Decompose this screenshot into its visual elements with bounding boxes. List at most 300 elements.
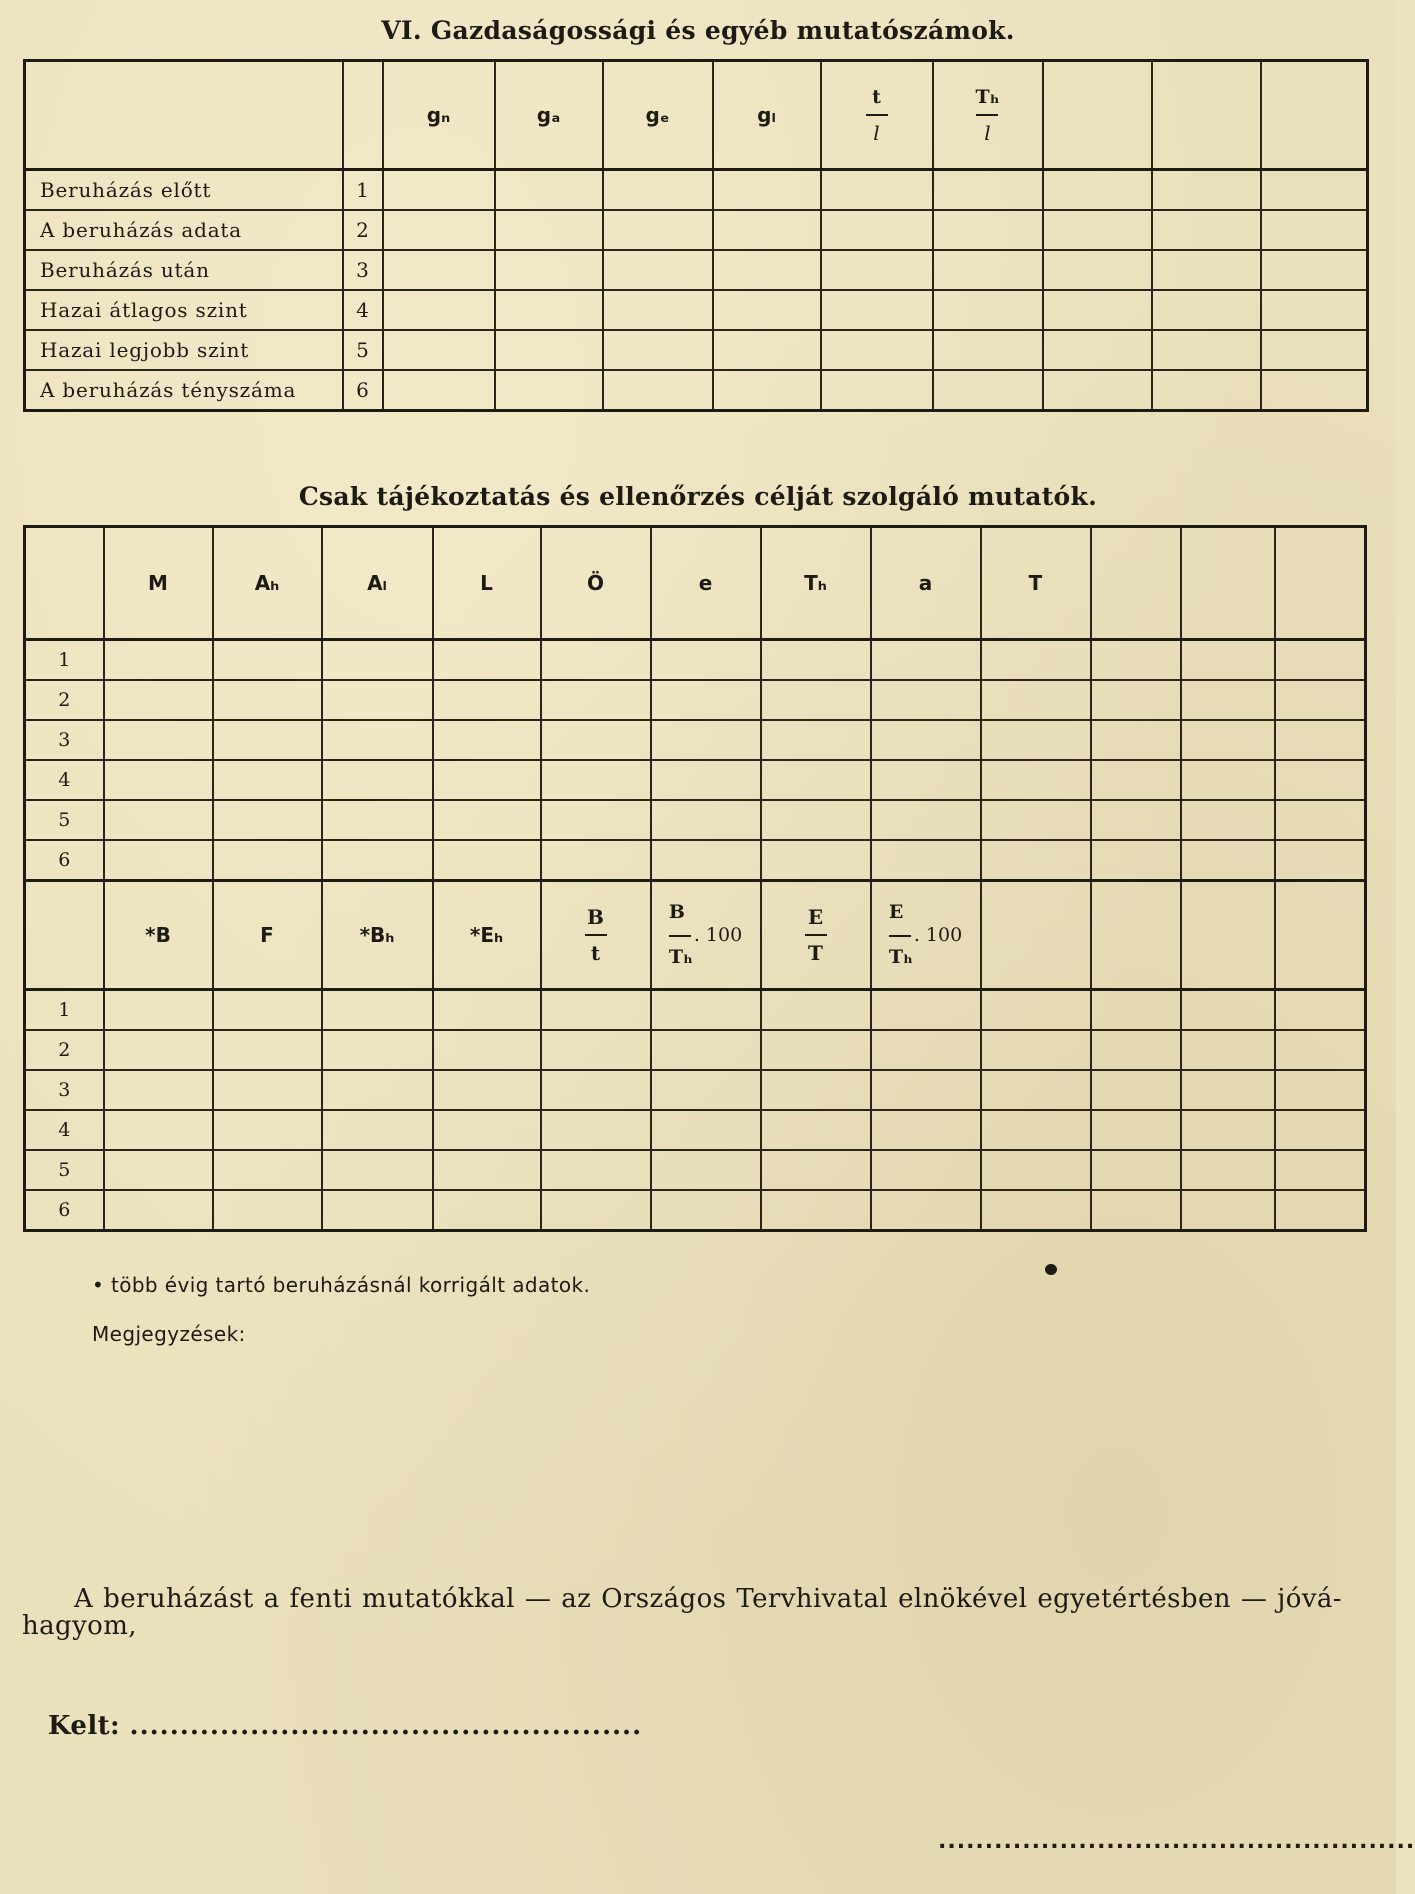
data-cell[interactable] — [104, 1150, 213, 1190]
data-cell[interactable] — [713, 210, 821, 250]
data-cell[interactable] — [433, 1030, 541, 1070]
data-cell[interactable] — [1181, 990, 1275, 1031]
data-cell[interactable] — [1091, 1110, 1181, 1150]
table2-header2-7-numerator: E — [807, 904, 824, 929]
data-cell[interactable] — [541, 840, 651, 881]
data-cell[interactable] — [1261, 370, 1368, 411]
row-label: Beruházás után — [25, 250, 343, 290]
data-cell[interactable] — [104, 800, 213, 840]
data-cell[interactable] — [1152, 210, 1261, 250]
data-cell[interactable] — [433, 640, 541, 681]
data-cell[interactable] — [821, 250, 933, 290]
date-label: Kelt: — [48, 1711, 121, 1741]
block2-row-number: 1 — [25, 990, 104, 1031]
data-cell[interactable] — [1043, 210, 1152, 250]
data-cell[interactable] — [1275, 680, 1366, 720]
data-cell[interactable] — [603, 370, 713, 411]
data-cell[interactable] — [1181, 760, 1275, 800]
data-cell[interactable] — [871, 1150, 981, 1190]
table2-header1-blank-cell — [1181, 527, 1275, 640]
data-cell[interactable] — [495, 170, 603, 211]
data-cell[interactable] — [1275, 1150, 1366, 1190]
table1-header-6-fraction — [975, 85, 999, 144]
data-cell[interactable] — [495, 250, 603, 290]
data-cell[interactable] — [821, 330, 933, 370]
table-row — [25, 1030, 1366, 1070]
data-cell[interactable] — [933, 250, 1043, 290]
data-cell[interactable] — [541, 720, 651, 760]
table2-header1-8-symbol: a — [918, 571, 933, 595]
data-cell[interactable] — [322, 840, 433, 881]
data-cell[interactable] — [1261, 250, 1368, 290]
data-cell[interactable] — [981, 1030, 1091, 1070]
data-cell[interactable] — [1275, 840, 1366, 881]
data-cell[interactable] — [651, 1070, 761, 1110]
data-cell[interactable] — [821, 370, 933, 411]
data-cell[interactable] — [213, 1070, 322, 1110]
table2-header2-cell — [104, 881, 213, 990]
table-row — [25, 210, 1368, 250]
table2-header2-8-multiplier-text: . 100 — [913, 923, 963, 946]
data-cell[interactable] — [104, 1030, 213, 1070]
data-cell[interactable] — [1181, 720, 1275, 760]
data-cell[interactable] — [761, 990, 871, 1031]
footnote: • több évig tartó beruházásnál korrigált adatok. — [92, 1273, 591, 1297]
table2-header2-4-symbol: *Eₕ — [469, 923, 504, 947]
data-cell[interactable] — [651, 800, 761, 840]
data-cell[interactable] — [433, 990, 541, 1031]
data-cell[interactable] — [713, 170, 821, 211]
data-cell[interactable] — [213, 800, 322, 840]
table2-header2-row — [25, 881, 1366, 990]
data-cell[interactable] — [322, 1110, 433, 1150]
table2-header2-8-numerator: E — [888, 900, 904, 923]
data-cell[interactable] — [871, 640, 981, 681]
table2-header1-6-symbol: e — [698, 571, 713, 595]
data-cell[interactable] — [603, 330, 713, 370]
data-cell[interactable] — [651, 1150, 761, 1190]
table-row — [25, 250, 1368, 290]
data-cell[interactable] — [651, 720, 761, 760]
data-cell[interactable] — [981, 720, 1091, 760]
data-cell[interactable] — [541, 1150, 651, 1190]
data-cell[interactable] — [871, 1030, 981, 1070]
data-cell[interactable] — [1091, 640, 1181, 681]
block2-row-number: 4 — [25, 1110, 104, 1150]
table-row — [25, 720, 1366, 760]
data-cell[interactable] — [495, 370, 603, 411]
data-cell[interactable] — [383, 170, 495, 211]
data-cell[interactable] — [104, 1190, 213, 1231]
block2-row-number: 6 — [25, 1190, 104, 1231]
data-cell[interactable] — [871, 1110, 981, 1150]
data-cell[interactable] — [104, 1070, 213, 1110]
data-cell[interactable] — [541, 760, 651, 800]
data-cell[interactable] — [1091, 800, 1181, 840]
data-cell[interactable] — [981, 990, 1091, 1031]
table1-header-1-symbol: gₙ — [426, 103, 451, 127]
row-number: 3 — [343, 250, 383, 290]
data-cell[interactable] — [871, 990, 981, 1031]
data-cell[interactable] — [821, 170, 933, 211]
data-cell[interactable] — [213, 990, 322, 1031]
data-cell[interactable] — [1275, 800, 1366, 840]
table-row — [25, 990, 1366, 1031]
block2-row-number: 3 — [25, 1070, 104, 1110]
data-cell[interactable] — [651, 1110, 761, 1150]
table2-header2-6-multiplier-text: . 100 — [693, 923, 743, 946]
table2-header1-5-symbol: Ö — [586, 571, 604, 595]
data-cell[interactable] — [1091, 760, 1181, 800]
data-cell[interactable] — [322, 1030, 433, 1070]
table2-header1-blank-cell — [1091, 527, 1181, 640]
date-dots: ................................................... — [129, 1711, 643, 1741]
data-cell[interactable] — [933, 330, 1043, 370]
row-label: Hazai legjobb szint — [25, 330, 343, 370]
table2-header2-5-numerator: B — [587, 904, 604, 929]
data-cell[interactable] — [981, 680, 1091, 720]
table2-header2-blank-cell — [1181, 881, 1275, 990]
table2-header2-7-denominator: T — [808, 940, 823, 965]
data-cell[interactable] — [213, 720, 322, 760]
data-cell[interactable] — [761, 840, 871, 881]
data-cell[interactable] — [1152, 370, 1261, 411]
data-cell[interactable] — [495, 210, 603, 250]
data-cell[interactable] — [1043, 290, 1152, 330]
table-row — [25, 170, 1368, 211]
data-cell[interactable] — [1181, 1070, 1275, 1110]
table2-header2-6-denominator: Tₕ — [668, 946, 693, 969]
data-cell[interactable] — [981, 1190, 1091, 1231]
data-cell[interactable] — [933, 170, 1043, 211]
data-cell[interactable] — [104, 1110, 213, 1150]
data-cell[interactable] — [761, 1030, 871, 1070]
data-cell[interactable] — [322, 990, 433, 1031]
data-cell[interactable] — [541, 1030, 651, 1070]
data-cell[interactable] — [1275, 1030, 1366, 1070]
data-cell[interactable] — [541, 1070, 651, 1110]
table2-header2-7-fraction-bar — [805, 934, 827, 936]
data-cell[interactable] — [104, 990, 213, 1031]
approval-line-2: hagyom, — [22, 1611, 137, 1642]
data-cell[interactable] — [1152, 330, 1261, 370]
table1-number-header — [343, 61, 383, 170]
data-cell[interactable] — [1091, 990, 1181, 1031]
data-cell[interactable] — [651, 760, 761, 800]
table2-header1-cell — [981, 527, 1091, 640]
data-cell[interactable] — [1261, 170, 1368, 211]
data-cell[interactable] — [1181, 800, 1275, 840]
data-cell[interactable] — [383, 370, 495, 411]
data-cell[interactable] — [322, 1150, 433, 1190]
data-cell[interactable] — [981, 640, 1091, 681]
data-cell[interactable] — [821, 210, 933, 250]
data-cell[interactable] — [383, 250, 495, 290]
table-row — [25, 840, 1366, 881]
data-cell[interactable] — [322, 800, 433, 840]
data-cell[interactable] — [213, 760, 322, 800]
row-number: 4 — [343, 290, 383, 330]
data-cell[interactable] — [1275, 990, 1366, 1031]
data-cell[interactable] — [433, 760, 541, 800]
data-cell[interactable] — [933, 290, 1043, 330]
data-cell[interactable] — [213, 640, 322, 681]
data-cell[interactable] — [761, 1190, 871, 1231]
data-cell[interactable] — [651, 990, 761, 1031]
table2-header2-blank-cell — [1275, 881, 1366, 990]
data-cell[interactable] — [1261, 290, 1368, 330]
row-number: 1 — [343, 170, 383, 211]
date-field[interactable] — [48, 1711, 642, 1741]
data-cell[interactable] — [1091, 1150, 1181, 1190]
data-cell[interactable] — [1181, 640, 1275, 681]
data-cell[interactable] — [1261, 330, 1368, 370]
table2-header1-row — [25, 527, 1366, 640]
table2-header1-3-symbol: Aₗ — [367, 571, 387, 595]
table2-header2-cell — [761, 881, 871, 990]
table1-header-5-numerator: t — [872, 86, 881, 109]
table1-blank-header — [1261, 61, 1368, 170]
block1-row-number: 1 — [25, 640, 104, 681]
data-cell[interactable] — [541, 990, 651, 1031]
table2-header2-6-fraction — [669, 901, 742, 969]
table2-header2-blank-cell — [981, 881, 1091, 990]
table2-header2-corner-cell — [25, 881, 104, 990]
table2-header1-corner-cell — [25, 527, 104, 640]
data-cell[interactable] — [1091, 720, 1181, 760]
data-cell[interactable] — [981, 1150, 1091, 1190]
data-cell[interactable] — [603, 290, 713, 330]
data-cell[interactable] — [871, 760, 981, 800]
data-cell[interactable] — [433, 720, 541, 760]
data-cell[interactable] — [1275, 1190, 1366, 1231]
data-cell[interactable] — [761, 760, 871, 800]
data-cell[interactable] — [981, 1110, 1091, 1150]
data-cell[interactable] — [713, 370, 821, 411]
data-cell[interactable] — [761, 800, 871, 840]
block1-row-number: 6 — [25, 840, 104, 881]
data-cell[interactable] — [651, 640, 761, 681]
data-cell[interactable] — [1275, 640, 1366, 681]
control-indicators-table — [23, 525, 1367, 1232]
subtitle: Csak tájékoztatás és ellenőrzés célját szolgáló mutatók. — [298, 482, 1098, 511]
data-cell[interactable] — [541, 1110, 651, 1150]
data-cell[interactable] — [761, 1070, 871, 1110]
data-cell[interactable] — [1043, 170, 1152, 211]
approval-line-1: A beruházást a fenti mutatókkal — az Országos Tervhivatal elnökével egyetértésben — jóvá- — [74, 1584, 1342, 1614]
remarks-label: Megjegyzések: — [92, 1322, 246, 1346]
table2-header2-blank-cell — [1091, 881, 1181, 990]
data-cell[interactable] — [761, 680, 871, 720]
table2-header1-2-symbol: Aₕ — [254, 571, 280, 595]
data-cell[interactable] — [541, 680, 651, 720]
data-cell[interactable] — [1275, 1110, 1366, 1150]
data-cell[interactable] — [761, 1150, 871, 1190]
data-cell[interactable] — [1181, 680, 1275, 720]
data-cell[interactable] — [761, 640, 871, 681]
data-cell[interactable] — [1275, 1070, 1366, 1110]
table1-header-cell — [933, 61, 1043, 170]
data-cell[interactable] — [1261, 210, 1368, 250]
data-cell[interactable] — [603, 210, 713, 250]
data-cell[interactable] — [603, 250, 713, 290]
data-cell[interactable] — [495, 290, 603, 330]
table1-header-cell — [603, 61, 713, 170]
data-cell[interactable] — [713, 250, 821, 290]
data-cell[interactable] — [981, 1070, 1091, 1110]
table-row — [25, 330, 1368, 370]
row-number: 5 — [343, 330, 383, 370]
data-cell[interactable] — [1275, 760, 1366, 800]
table-row — [25, 1110, 1366, 1150]
data-cell[interactable] — [1181, 840, 1275, 881]
data-cell[interactable] — [1152, 290, 1261, 330]
block1-row-number: 3 — [25, 720, 104, 760]
table2-header1-1-symbol: M — [148, 571, 168, 595]
table2-header2-7-fraction — [805, 906, 827, 964]
data-cell[interactable] — [433, 1150, 541, 1190]
data-cell[interactable] — [603, 170, 713, 211]
data-cell[interactable] — [495, 330, 603, 370]
table1-corner-cell — [25, 61, 343, 170]
data-cell[interactable] — [761, 720, 871, 760]
data-cell[interactable] — [713, 330, 821, 370]
table2-header2-6-numerator: B — [668, 900, 685, 923]
data-cell[interactable] — [651, 1190, 761, 1231]
table2-header1-cell — [322, 527, 433, 640]
data-cell[interactable] — [1091, 1190, 1181, 1231]
data-cell[interactable] — [1152, 250, 1261, 290]
table1-header-5-fraction — [866, 85, 888, 144]
table2-header2-cell — [322, 881, 433, 990]
table2-header1-blank-cell — [1275, 527, 1366, 640]
table2-header2-5-fraction — [585, 906, 607, 964]
data-cell[interactable] — [1043, 370, 1152, 411]
data-cell[interactable] — [433, 1190, 541, 1231]
data-cell[interactable] — [871, 1190, 981, 1231]
data-cell[interactable] — [541, 1190, 651, 1231]
data-cell[interactable] — [981, 760, 1091, 800]
table1-header-6-numerator: Tₕ — [975, 86, 1000, 109]
table2-header1-cell — [213, 527, 322, 640]
table2-header1-cell — [761, 527, 871, 640]
table2-header2-cell — [651, 881, 761, 990]
data-cell[interactable] — [104, 640, 213, 681]
table2-header2-5-fraction-bar — [585, 934, 607, 936]
data-cell[interactable] — [1181, 1190, 1275, 1231]
data-cell[interactable] — [322, 1070, 433, 1110]
data-cell[interactable] — [1181, 1110, 1275, 1150]
table-row — [25, 370, 1368, 411]
data-cell[interactable] — [104, 680, 213, 720]
data-cell[interactable] — [1181, 1150, 1275, 1190]
data-cell[interactable] — [871, 720, 981, 760]
data-cell[interactable] — [651, 680, 761, 720]
table1-blank-header — [1152, 61, 1261, 170]
table2-header2-cell — [871, 881, 981, 990]
signature-line[interactable]: ................................................... — [938, 1829, 1415, 1854]
block1-row-number: 5 — [25, 800, 104, 840]
table-row — [25, 1190, 1366, 1231]
data-cell[interactable] — [1091, 1030, 1181, 1070]
row-label: A beruházás tényszáma — [25, 370, 343, 411]
table1-header-cell — [383, 61, 495, 170]
table2-header2-5-denominator: t — [590, 940, 601, 965]
data-cell[interactable] — [322, 680, 433, 720]
data-cell[interactable] — [713, 290, 821, 330]
data-cell[interactable] — [1091, 680, 1181, 720]
table2-header1-4-symbol: L — [480, 571, 493, 595]
data-cell[interactable] — [1043, 250, 1152, 290]
data-cell[interactable] — [213, 1190, 322, 1231]
data-cell[interactable] — [1043, 330, 1152, 370]
table1-header-6-fraction-bar — [976, 114, 998, 116]
data-cell[interactable] — [871, 1070, 981, 1110]
data-cell[interactable] — [1152, 170, 1261, 211]
data-cell[interactable] — [213, 840, 322, 881]
data-cell[interactable] — [322, 640, 433, 681]
data-cell[interactable] — [322, 760, 433, 800]
data-cell[interactable] — [213, 680, 322, 720]
data-cell[interactable] — [104, 760, 213, 800]
data-cell[interactable] — [1091, 840, 1181, 881]
data-cell[interactable] — [933, 210, 1043, 250]
data-cell[interactable] — [433, 800, 541, 840]
data-cell[interactable] — [213, 1030, 322, 1070]
data-cell[interactable] — [433, 1070, 541, 1110]
data-cell[interactable] — [383, 290, 495, 330]
row-label: Hazai átlagos szint — [25, 290, 343, 330]
data-cell[interactable] — [1275, 720, 1366, 760]
data-cell[interactable] — [871, 800, 981, 840]
data-cell[interactable] — [871, 840, 981, 881]
table2-header1-cell — [104, 527, 213, 640]
data-cell[interactable] — [1091, 1070, 1181, 1110]
table-row — [25, 1150, 1366, 1190]
table-row — [25, 800, 1366, 840]
block2-row-number: 2 — [25, 1030, 104, 1070]
data-cell[interactable] — [383, 210, 495, 250]
data-cell[interactable] — [433, 840, 541, 881]
table-row — [25, 760, 1366, 800]
data-cell[interactable] — [651, 1030, 761, 1070]
data-cell[interactable] — [433, 1110, 541, 1150]
data-cell[interactable] — [213, 1150, 322, 1190]
data-cell[interactable] — [104, 840, 213, 881]
data-cell[interactable] — [322, 720, 433, 760]
data-cell[interactable] — [383, 330, 495, 370]
table2-header1-7-symbol: Tₕ — [804, 571, 827, 595]
block2-row-number: 5 — [25, 1150, 104, 1190]
data-cell[interactable] — [933, 370, 1043, 411]
data-cell[interactable] — [213, 1110, 322, 1150]
data-cell[interactable] — [821, 290, 933, 330]
data-cell[interactable] — [761, 1110, 871, 1150]
data-cell[interactable] — [541, 800, 651, 840]
table1-header-row — [25, 61, 1368, 170]
data-cell[interactable] — [651, 840, 761, 881]
table-row — [25, 680, 1366, 720]
data-cell[interactable] — [1181, 1030, 1275, 1070]
data-cell[interactable] — [981, 840, 1091, 881]
data-cell[interactable] — [433, 680, 541, 720]
data-cell[interactable] — [871, 680, 981, 720]
approval-statement — [22, 1586, 1342, 1641]
data-cell[interactable] — [104, 720, 213, 760]
data-cell[interactable] — [322, 1190, 433, 1231]
data-cell[interactable] — [541, 640, 651, 681]
data-cell[interactable] — [981, 800, 1091, 840]
